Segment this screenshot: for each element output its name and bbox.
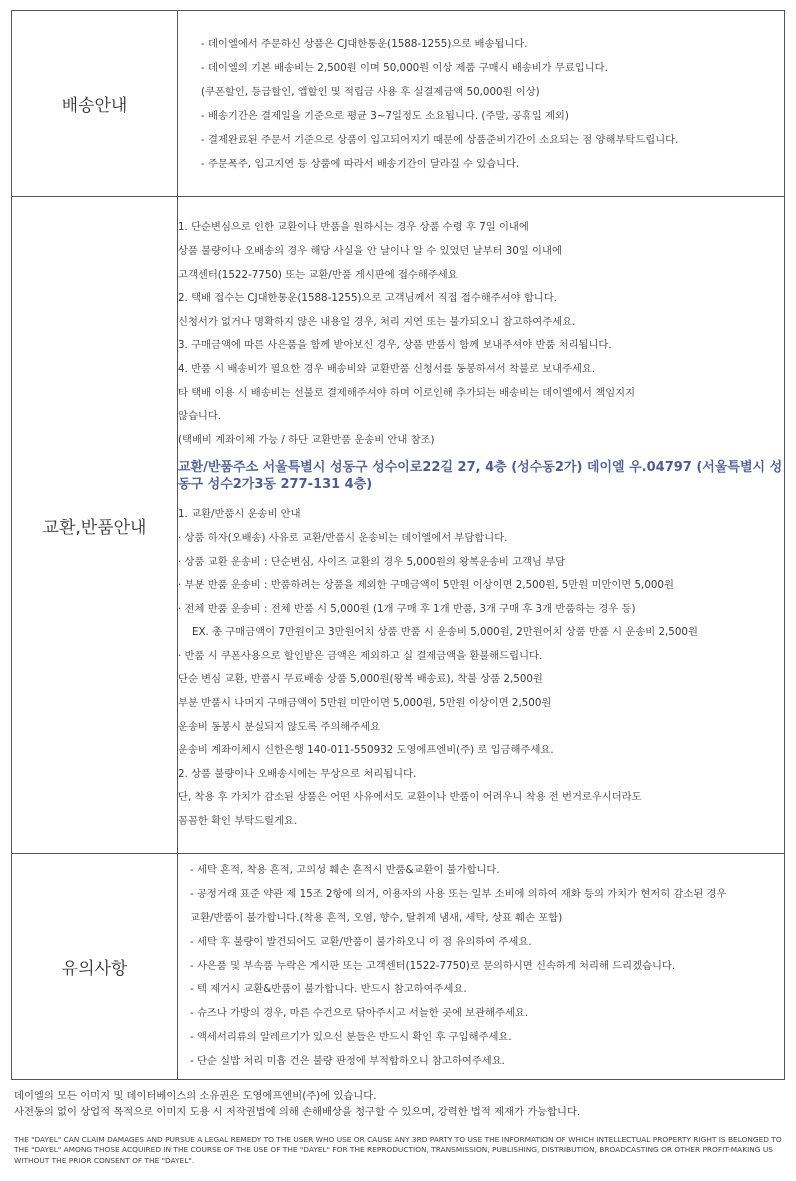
exchange-line: (택배비 계좌이체 가능 / 하단 교환반품 운송비 안내 참조) — [178, 433, 435, 446]
caution-line: - 슈즈나 가방의 경우, 마른 수건으로 닦아주시고 서늘한 곳에 보관해주세요. — [190, 1007, 529, 1020]
info-table — [11, 10, 785, 1080]
shipping-line: - 결제완료된 주문서 기준으로 상품이 입고되어지기 때문에 상품준비기간이 소요되는 점 양해부탁드립니다. — [201, 133, 679, 146]
exchange-line: 않습니다. — [178, 410, 222, 423]
exchange-line: 2. 상품 불량이나 오배송시에는 무상으로 처리됩니다. — [178, 767, 417, 780]
caution-line: - 사은품 및 부속품 누락은 게시판 또는 고객센터(1522-7750)로 문의하시면 신속하게 처리해 드리겠습니다. — [190, 959, 676, 972]
exchange-content — [178, 197, 785, 854]
shipping-title: 배송안내 — [12, 11, 178, 197]
exchange-line: 단, 착용 후 가치가 감소된 상품은 어떤 사유에서도 교환이나 반품이 어려우니 착용 전 번거로우시더라도 — [178, 791, 642, 804]
caution-content — [178, 854, 785, 1080]
shipping-line: - 배송기간은 결제일을 기준으로 평균 3~7일정도 소요됩니다. (주말, 공휴일 제외) — [201, 109, 569, 122]
shipping-line: - 데이엘에서 주문하신 상품은 CJ대한통운(1588-1255)으로 배송됩니다. — [201, 37, 528, 50]
copyright-line: 데이엘의 모든 이미지 및 데이터베이스의 소유권은 도영에프엔비(주)에 있습니다. — [14, 1090, 377, 1102]
caution-line: 교환/반품이 불가합니다.(착용 흔적, 오염, 향수, 탈취제 냄새, 세탁, 상표 훼손 포함) — [190, 912, 563, 924]
copyright-line: 사전동의 없이 상업적 목적으로 이미지 도용 시 저작권법에 의해 손해배상을 청구할 수 있으며, 강력한 법적 제재가 가능합니다. — [14, 1106, 581, 1118]
shipping-line: - 주문폭주, 입고지연 등 상품에 따라서 배송기간이 달라질 수 있습니다. — [201, 157, 520, 170]
caution-title: 유의사항 — [12, 854, 178, 1080]
caution-line: - 단순 실밥 처리 미흡 건은 불량 판정에 부적합하오니 참고하여주세요. — [190, 1054, 505, 1067]
caution-line: - 텍 제거시 교환&반품이 불가합니다. 반드시 참고하여주세요. — [190, 983, 467, 996]
caution-line: - 액세서리류의 알레르기가 있으신 분들은 반드시 확인 후 구입해주세요. — [190, 1030, 512, 1043]
exchange-line: 4. 반품 시 배송비가 필요한 경우 배송비와 교환반품 신청서를 동봉하셔서 착불로 보내주세요. — [178, 362, 596, 375]
exchange-line: 단순 변심 교환, 반품시 무료배송 상품 5,000원(왕복 배송료), 착불 상품 2,500원 — [178, 673, 543, 686]
exchange-line: · 전체 반품 운송비 : 전체 반품 시 5,000원 (1개 구매 후 1개 반품, 3개 구매 후 3개 반품하는 경우 등) — [178, 602, 636, 615]
exchange-line: 타 택배 이용 시 배송비는 선불로 결제해주셔야 하며 이로인해 추가되는 배송비는 데이엘에서 책임지지 — [178, 386, 636, 399]
exchange-line: 운송비 계좌이체시 신한은행 140-011-550932 도영에프엔비(주) 로 입금해주세요. — [178, 744, 554, 757]
caution-line: - 세탁 후 불량이 발견되어도 교환/반품이 불가하오니 이 점 유의하여 주세요. — [190, 935, 532, 948]
exchange-line: 부분 반품시 나머지 구매금액이 5만원 미만이면 5,000원, 5만원 이상이면 2,500원 — [178, 697, 552, 710]
exchange-row — [12, 197, 785, 854]
exchange-line: 고객센터(1522-7750) 또는 교환/반품 게시판에 접수해주세요 — [178, 268, 458, 281]
exchange-line: 신청서가 없거나 명확하지 않은 내용일 경우, 처리 지연 또는 불가되오니 참고하여주세요. — [178, 315, 576, 328]
exchange-line: · 상품 하자(오배송) 사유로 교환/반품시 운송비는 데이엘에서 부담합니다. — [178, 531, 508, 544]
caution-line: - 세탁 흔적, 착용 흔적, 고의성 훼손 흔적시 반품&교환이 불가합니다. — [190, 864, 500, 877]
exchange-line: · 반품 시 쿠폰사용으로 할인받은 금액은 제외하고 실 결제금액을 환불해드립니다. — [178, 649, 543, 662]
shipping-line: (쿠폰할인, 등급할인, 앱할인 및 적립금 사용 후 실결제금액 50,000원 이상) — [201, 85, 540, 98]
return-address: 교환/반품주소 서울특별시 성동구 성수이로22길 27, 4층 (성수동2가) 데이엘 우.04797 (서울특별시 성동구 성수2가3동 277-131 4층) — [178, 460, 783, 492]
exchange-line: 1. 단순변심으로 인한 교환이나 반품을 원하시는 경우 상품 수령 후 7일 이내에 — [178, 221, 529, 234]
exchange-line: · 부분 반품 운송비 : 반품하려는 상품을 제외한 구매금액이 5만원 이상이면 2,500원, 5만원 미만이면 5,000원 — [178, 579, 674, 592]
shipping-row — [12, 11, 785, 197]
shipping-content — [178, 11, 785, 197]
caution-line: - 공정거래 표준 약관 제 15조 2항에 의거, 이용자의 사용 또는 일부 소비에 의하여 재화 등의 가치가 현저히 감소된 경우 — [190, 888, 727, 901]
exchange-line: · 상품 교환 운송비 : 단순변심, 사이즈 교환의 경우 5,000원의 왕복운송비 고객님 부담 — [178, 555, 566, 568]
exchange-line: 1. 교환/반품시 운송비 안내 — [178, 508, 301, 521]
exchange-line: 상품 불량이나 오배송의 경우 해당 사실을 안 날이나 알 수 있었던 날부터 30일 이내에 — [178, 244, 562, 257]
copyright-english: THE "DAYEL" CAN CLAIM DAMAGES AND PURSUE A LEGAL REMEDY TO THE USER WHO USE OR CAUSE ANY 3RD PARTY TO USE THE INFORMATION OF WHICH INTELLECTUAL PROPERTY RIGHT IS BELONGED TO THE "DAYEL" AMONG THOSE ACQUIRED IN THE COURSE OF THE USE OF THE "DAYEL" FOR THE REPRODUCTION, TRANSMISSION, PUBLISHING, DISTRIBUTION, BROADCASTING OR OTHER PROFIT-MAKING US WITHOUT THE PRIOR CONSENT OF THE "DAYEL". — [14, 1135, 782, 1165]
exchange-title: 교환,반품안내 — [12, 197, 178, 854]
exchange-line: 2. 택배 접수는 CJ대한통운(1588-1255)으로 고객님께서 직접 접수해주셔야 합니다. — [178, 292, 557, 305]
shipping-line: - 데이엘의 기본 배송비는 2,500원 이며 50,000원 이상 제품 구매시 배송비가 무료입니다. — [201, 61, 608, 74]
exchange-example: EX. 총 구매금액이 7만원이고 3만원어치 상품 반품 시 운송비 5,000원, 2만원어치 상품 반품 시 운송비 2,500원 — [192, 626, 698, 639]
exchange-line: 3. 구매금액에 따른 사은품을 함께 받아보신 경우, 상품 반품시 함께 보내주셔야 반품 처리됩니다. — [178, 339, 612, 352]
exchange-line: 꼼꼼한 확인 부탁드릴게요. — [178, 815, 298, 828]
caution-row — [12, 854, 785, 1080]
exchange-line: 운송비 동봉시 분실되지 않도록 주의해주세요 — [178, 720, 381, 733]
